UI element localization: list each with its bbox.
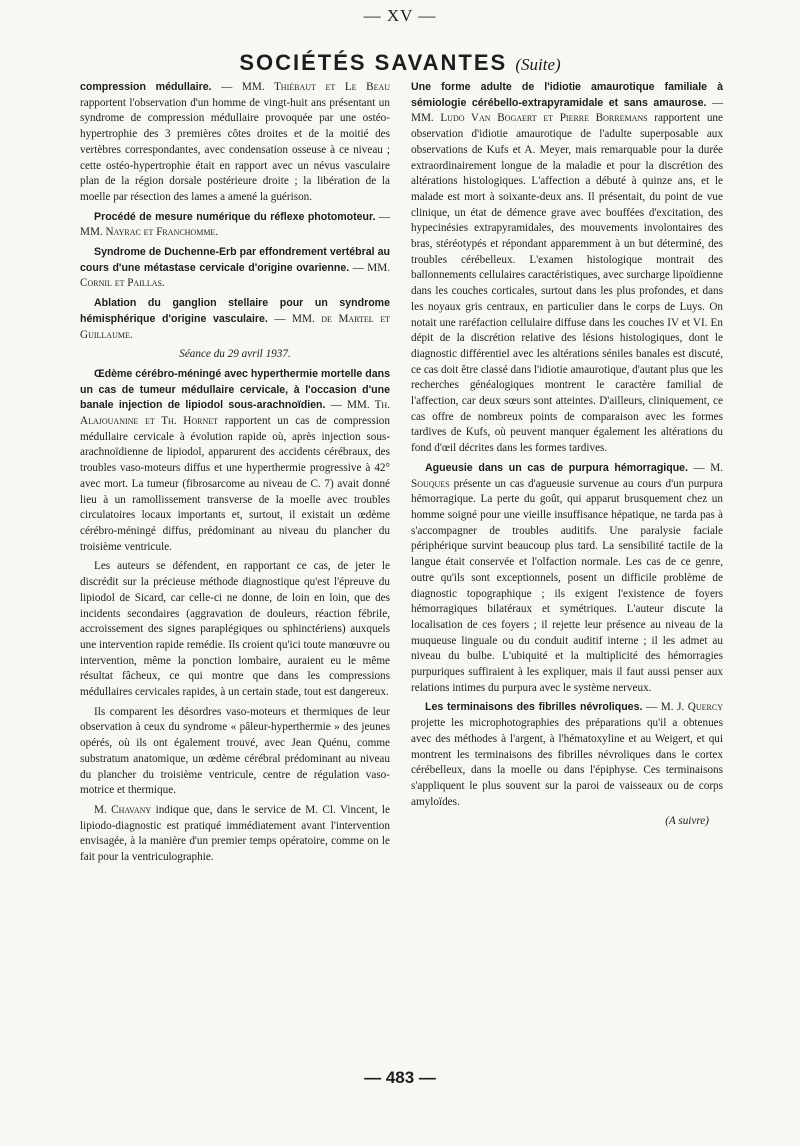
article-body: indique que, dans le service de M. Cl. Vincent, le lipiodo-diagnostic est pratiqué immédiatement avant l'intervention envisagée, à la manière d'un premier temps opératoire, comme on le fait pour la ventriculographie.: [80, 803, 390, 864]
to-be-continued: (A suivre): [665, 815, 709, 828]
article-compression-medullaire: [80, 80, 390, 206]
article-title: Une forme adulte de l'idiotie amaurotique familiale à sémiologie cérébello-extrapyramidale et sans amaurose.: [411, 81, 723, 109]
article-body: présente un cas d'agueusie survenue au cours d'un purpura hémorragique. La perte du goût, qui apparut brusquement chez un homme soigné pour une vieille insuffisance hépatique, ne tarda pas à s'accompagner de troubles auditifs. Une paralysie faciale périphérique survint beaucoup plus tard. La sensibilité tactile de la langue était conservée et l'olfaction normale. Les cas de ce genre, outre qu'ils sont exceptionnels, posent un difficile problème de diagnostic topographique ; ils exigent l'existence de foyers hémorragiques bilatéraux et symétriques. L'auteur discute la localisation de ces foyers ; il rejette leur présence au niveau de la muqueuse linguale ou du conduit auditif interne ; il les admet au niveau du bulbe. L'ubiquité et la multiplicité des hémorragies purpuriques suffiraient à les expliquer, mais il faut aussi penser aux relations intimes du purpura avec le système nerveux.: [411, 477, 724, 694]
article-ganglion-stellaire: [80, 296, 390, 343]
article-authors: — MM. Ludo Van Bogaert et Pierre Borremans: [411, 96, 723, 125]
right-column: [411, 80, 723, 830]
article-authors: — M. J. Quercy: [646, 701, 723, 714]
left-column: [80, 80, 390, 870]
article-authors: — MM. Th. Alajouanine et Th. Hornet: [80, 399, 390, 428]
session-date: Séance du 29 avril 1937.: [179, 348, 291, 361]
article-reflexe-photomoteur: [80, 210, 390, 241]
page-number: — 483 —: [364, 1068, 436, 1087]
article-title: Syndrome de Duchenne-Erb par effondrement vertébral au cours d'une métastase cervicale d'origine ovarienne.: [80, 246, 390, 274]
article-authors: — MM. Cornil et Paillas.: [80, 261, 390, 290]
article-body: projette les microphotographies des préparations qu'il a obtenues avec des méthodes à l'argent, à l'hématoxyline et au Weigert, et qui montrent les terminaisons des fibrilles névroliques dans le cortex cérébelleux, dans la moelle ou dans l'épiphyse. Ces terminaisons s'appliquent le plus souvent sur la paroi de vaisseaux ou de corps amyloïdes.: [411, 717, 723, 808]
article-title: compression médullaire.: [80, 81, 212, 93]
article-agueusie-purpura: [411, 461, 723, 697]
page-roman-numeral: — XV —: [363, 6, 437, 25]
article-body: rapportent l'observation d'un homme de vingt-huit ans présentant un syndrome de compression médullaire provoquée par une ostéo-hypertrophie des 3 premières côtes droites et de la moitié des vertèbres correspondantes, avec condensation osseuse à ce niveau ; cette ostéo-hypertrophie était en rapport avec un névus vasculaire plan de la région dorsale postérieure droite ; la libération de la moelle par résection des lames a amené la guérison.: [80, 96, 390, 203]
article-authors: — M. Souques: [411, 461, 724, 490]
article-title: Procédé de mesure numérique du réflexe photomoteur.: [94, 210, 376, 223]
article-authors: — MM. de Martel et Guillaume.: [80, 312, 390, 341]
article-paragraph: Ils comparent les désordres vaso-moteurs et thermiques de leur observation à ceux du syndrome « pâleur-hyperthermie » des jeunes opérés, où ils ont également trouvé, avec Jean Quénu, comme substratum anatomique, un œdème cérébral prédominant au niveau du plancher du troisième ventricule, centre de régulation vaso-motrice et thermique.: [80, 705, 390, 797]
article-fibrilles-nevroliques: [411, 700, 723, 810]
article-title: Les terminaisons des fibrilles névroliques.: [425, 701, 643, 714]
page-title: [0, 50, 800, 76]
article-body: rapportent une observation d'idiotie amaurotique de l'adulte superposable aux observations de Kufs et A. Meyer, mais remarquable pour la durée extraordinairement longue de la maladie et pour la discrétion des altérations histologiques. L'affection a débuté à quinze ans, et le malade est mort à soixante-deux ans. Il présentait, du point de vue clinique, un état de démence grave avec bouffées d'excitation, des hypecinésies extrapyramidales, des mouvements involontaires des bras, stéréotypés et répondant apparemment à un but déterminé, des troubles cérébelleux. L'examen histologique montrait des ballonnements cellulaires caractéristiques, avec surcharge lipoïdienne dans les couches corticales, surtout dans les plus profondes, et dans les noyaux gris centraux, en particulier dans le corps de Luys. On notait une raréfaction cellulaire diffuse dans les couches IV et VI. En dépit de la discrétion relative des lésions histologiques, dont le diagnostic différentiel avec les altérations séniles banales est discuté, ce cas doit être classé dans l'idiotie amaurotique, d'autant plus que les recherches généalogiques montrent le caractère familial de l'affection, car deux sœurs sont atteintes. D'ailleurs, cliniquement, ce cas offre de nombreux points de comparaison avec les formes tardives de Kufs, où peuvent manquer également les altérations du fond d'œil décrites dans les formes tardives.: [411, 112, 723, 455]
article-duchenne-erb: [80, 245, 390, 292]
page-title-text: SOCIÉTÉS SAVANTES: [239, 50, 508, 75]
article-title: Agueusie dans un cas de purpura hémorragique.: [425, 461, 689, 474]
page-title-suffix: (Suite): [515, 55, 561, 74]
article-paragraph: Les auteurs se défendent, en rapportant ce cas, de jeter le discrédit sur la précieuse méthode diagnostique qu'est l'épreuve du lipiodol de Sicard, car celle-ci ne donne, de loin en loin, que des incidents secondaires (aggravation de douleurs, réaction fébrile, accroissement des signes paraplégiques ou sphinctériens) auxquels une intervention rapide remédie. Ils croient qu'ici toute manœuvre ou intervention, même la ponction lombaire, auraient eu le même résultat fâcheux, ce qui montre que dans les compressions médullaires cervicales rapides, à un certain stade, tout est dangereux.: [80, 560, 390, 699]
article-authors: M. Chavany: [94, 803, 152, 816]
article-body: rapportent un cas de compression médullaire cervicale à évolution rapide où, après injection sous-arachnoïdienne de lipiodol, apparurent des accidents cérébraux, des troubles vaso-moteurs diffus et une hyperthermie progressive à 42° avec mort. La tumeur (fibrosarcome au niveau de C. 7) avait donné lieu à un ramollissement transverse de la moelle avec troubles circulatoires locaux importants et, surtout, il existait un œdème cérébro-méningé diffus, prédominant au niveau du plancher du troisième ventricule.: [80, 415, 390, 553]
article-paragraph: [80, 803, 390, 866]
article-authors: — MM. Thiébaut et Le Beau: [221, 81, 391, 93]
article-title: Ablation du ganglion stellaire pour un syndrome hémisphérique d'origine vasculaire.: [80, 297, 390, 325]
article-oedeme-cerebro-meninge: [80, 367, 390, 555]
article-title: Œdème cérébro-méningé avec hyperthermie mortelle dans un cas de tumeur médullaire cervicale, à l'occasion d'une banale injection de lipiodol sous-arachnoïdien.: [80, 367, 390, 412]
article-idiotie-amaurotique: [411, 80, 723, 457]
article-authors: — MM. Nayrac et Franchomme.: [80, 210, 391, 239]
